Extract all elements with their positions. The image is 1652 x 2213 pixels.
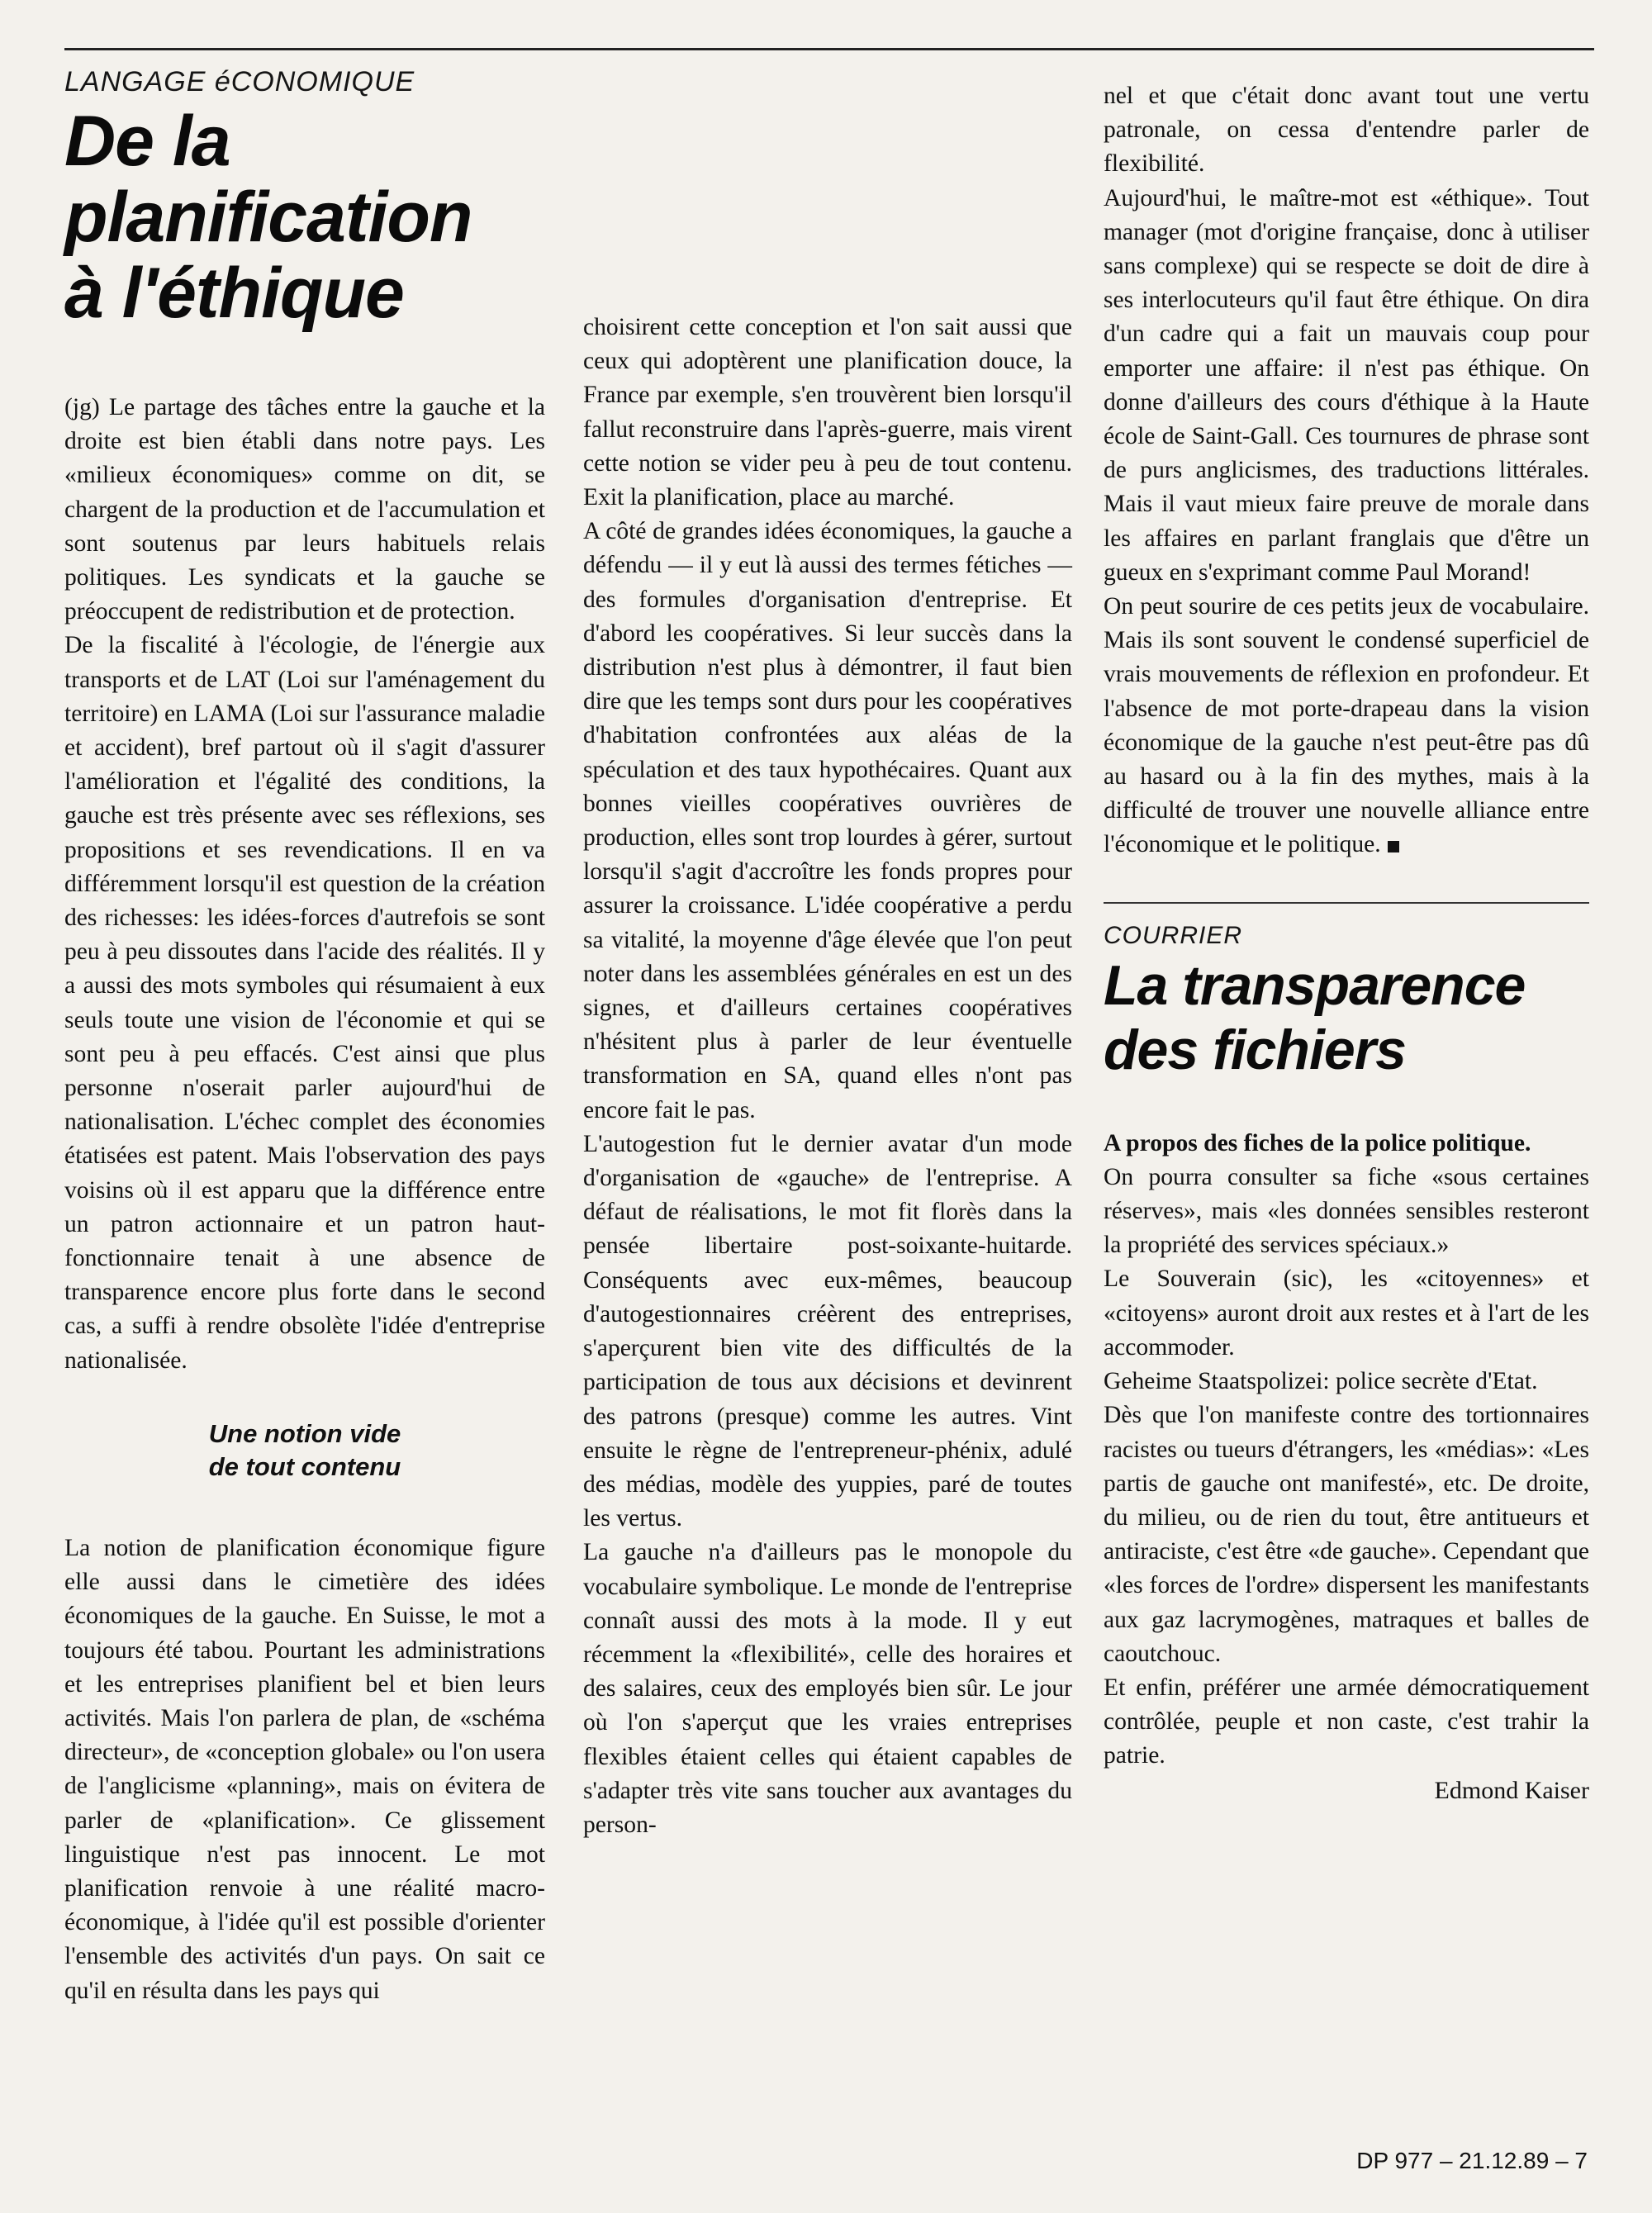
article-1-body-col1 — [64, 391, 545, 1378]
paragraph-text: On peut sourire de ces petits jeux de vocabulaire. Mais ils sont souvent le condensé superficiel de vrais mouvements de réflexion en profondeur. Et l'absence de mot porte-drapeau dans la vision économique de la gauche n'est peut-être pas dû au hasard ou à la fin des mythes, mais à la difficulté de trouver une nouvelle alliance entre l'économique et le politique. — [1104, 593, 1589, 858]
paragraph: Aujourd'hui, le maître-mot est «éthique». Tout manager (mot d'origine française, donc à utiliser sans complexe) qui se respecte se doit de dire à ses interlocuteurs qu'il faut être éthique. On dira d'un cadre qui a fait un mauvais coup pour emporter une affaire: il n'est pas éthique. On donne d'ailleurs des cours d'éthique à la Haute école de Saint-Gall. Ces tournures de phrase sont de purs anglicismes, des traductions littérales. Mais il vaut mieux faire preuve de morale dans les affaires en parlant franglais que d'être un gueux en s'exprimant comme Paul Morand! — [1104, 184, 1589, 586]
paragraph — [1104, 590, 1589, 862]
article-2-title-line-2: des fichiers — [1104, 1018, 1406, 1081]
article-2-lead: A propos des fiches de la police politique. — [1104, 1129, 1531, 1156]
paragraph: Le Souverain (sic), les «citoyennes» et «citoyens» auront droit aux restes et à l'art de les accommoder. — [1104, 1266, 1589, 1361]
page-folio: DP 977 – 21.12.89 – 7 — [1356, 2148, 1588, 2173]
paragraph: De la fiscalité à l'écologie, de l'énergie aux transports et de LAT (Loi sur l'aménagement du territoire) en LAMA (Loi sur l'assurance maladie et accident), bref partout où il s'agit d'assurer l'amélioration et l'égalité des conditions, la gauche est très présente avec ses réflexions, ses propositions et ses revendications. Il en va différemment lorsqu'il est question de la création des richesses: les idées-forces d'autrefois se sont peu à peu dissoutes dans l'acide des réalités. Il y a aussi des mots symboles qui résumaient à eux seuls toute une vision de l'économie et qui se sont peu à peu effacés. C'est ainsi que plus personne n'oserait parler aujourd'hui de nationalisation. L'échec complet des économies étatisées est patent. Mais l'observation des pays voisins où il est apparu que la différence entre un patron actionnaire et un patron haut-fonctionnaire tenait à une absence de transparence encore plus forte dans le second cas, a suffi à rendre obsolète l'idée d'entreprise nationalisée. — [64, 632, 545, 1374]
column-2 — [583, 311, 1072, 1842]
paragraph: A côté de grandes idées économiques, la gauche a défendu — il y eut là aussi des termes fétiches — des formules d'organisation d'entreprise. Et d'abord les coopératives. Si leur succès dans la distribution n'est plus à démontrer, il faut bien dire que les temps sont durs pour les coopératives d'habitation confrontées aux aléas de la spéculation et des taux hypothécaires. Quant aux bonnes vieilles coopératives ouvrières de production, elles sont trop lourdes à gérer, surtout lorsqu'il s'agit d'accroître les fonds propres pour assurer la croissance. L'idée coopérative a perdu sa vitalité, la moyenne d'âge élevée que l'on peut noter dans les assemblées générales en est un des signes, et d'ailleurs certaines coopératives n'hésitent plus à parler de leur éventuelle transformation en SA, quand elles n'ont pas encore fait le pas. — [583, 518, 1072, 1123]
article-1-subhead — [64, 1418, 545, 1484]
column-1 — [64, 0, 545, 2008]
paragraph: Geheime Staatspolizei: police secrète d'Etat. — [1104, 1368, 1538, 1395]
paragraph: On pourra consulter sa fiche «sous certaines réserves», mais «les données sensibles resteront la propriété des services spéciaux.» — [1104, 1163, 1589, 1259]
article-1-body-col3 — [1104, 79, 1589, 862]
paragraph: L'autogestion fut le dernier avatar d'un mode d'organisation de «gauche» de l'entreprise. A défaut de réalisations, le mot fit florès dans la pensée libertaire post-soixante-huitarde. Conséquents avec eux-mêmes, beaucoup d'autogestionnaires créèrent des entreprises, s'aperçurent bien vite des difficultés de la participation de tous aux décisions et devinrent des patrons (presque) comme les autres. Vint ensuite le règne de l'entrepreneur-phénix, adulé des médias, modèle des yuppies, paré de toutes les vertus. — [583, 1130, 1072, 1532]
subhead-line-1: Une notion vide — [208, 1418, 401, 1448]
paragraph: La notion de planification économique figure elle aussi dans le cimetière des idées économiques de la gauche. En Suisse, le mot a toujours été tabou. Pourtant les administrations et les entreprises planifient bel et bien leurs activités. Mais l'on parlera de plan, de «schéma directeur», de «conception globale» ou l'on usera de l'anglicisme «planning», mais on évitera de parler de «planification». Ce glissement linguistique n'est pas innocent. Le mot planification renvoie à une réalité macro-économique, à l'idée qu'il est possible d'orienter l'ensemble des activités d'un pays. On sait ce qu'il en résulta dans les pays qui — [64, 1534, 545, 2004]
article-1-title-line-1: De la planification — [64, 102, 472, 257]
article-2-title-line-1: La transparence — [1104, 953, 1526, 1017]
paragraph: Dès que l'on manifeste contre des tortionnaires racistes ou tueurs d'étrangers, les «médias»: «Les partis de gauche ont manifesté», etc. De droite, du milieu, ou de rien du tout, être antitueurs et antiraciste, c'est être «de gauche». Cependant que «les forces de l'ordre» dispersent les manifestants aux gaz lacrymogènes, matraques et balles de caoutchouc. — [1104, 1402, 1589, 1667]
paragraph: Et enfin, préférer une armée démocratiquement contrôlée, peuple et non caste, c'est trahir la patrie. — [1104, 1674, 1589, 1769]
article-1-kicker: LANGAGE éCONOMIQUE — [64, 66, 415, 97]
article-2-title — [1104, 953, 1589, 1082]
article-2-signature: Edmond Kaiser — [1434, 1776, 1589, 1804]
article-1-header — [64, 0, 545, 331]
article-divider — [1104, 902, 1589, 904]
article-2-body — [1104, 1127, 1589, 1774]
column-3 — [1104, 79, 1589, 1808]
article-2-header — [1104, 922, 1589, 1082]
paragraph: choisirent cette conception et l'on sait aussi que ceux qui adoptèrent une planification douce, la France par exemple, s'en trouvèrent bien lorsqu'il fallut reconstruire dans l'après-guerre, mais virent cette notion se vider peu à peu de tout contenu. Exit la planification, place au marché. — [583, 314, 1072, 511]
paragraph: (jg) Le partage des tâches entre la gauche et la droite est bien établi dans notre pays. Les «milieux économiques» comme on dit, se chargent de la production et de l'accumulation et sont soutenus par leurs habituels relais politiques. Les syndicats et la gauche se préoccupent de redistribution et de protection. — [64, 394, 545, 625]
subhead-line-2: de tout contenu — [208, 1451, 401, 1481]
article-1-title — [64, 103, 545, 331]
end-of-article-mark — [1388, 841, 1399, 852]
article-2-kicker: COURRIER — [1104, 921, 1243, 949]
article-1-title-line-2: à l'éthique — [64, 254, 404, 333]
article-1-body-col2 — [583, 311, 1072, 1842]
article-1-body-col1b — [64, 1532, 545, 2008]
paragraph: La gauche n'a d'ailleurs pas le monopole du vocabulaire symbolique. Le monde de l'entreprise connaît aussi des mots à la mode. Il y eut récemment la «flexibilité», celle des horaires et des salaires, ceux des employés bien sûr. Le jour où l'on s'aperçut que les vraies entreprises flexibles étaient celles qui étaient capables de s'adapter très vite sans toucher aux avantages du person- — [583, 1539, 1072, 1838]
paragraph: nel et que c'était donc avant tout une vertu patronale, on cessa d'entendre parler de flexibilité. — [1104, 83, 1589, 178]
